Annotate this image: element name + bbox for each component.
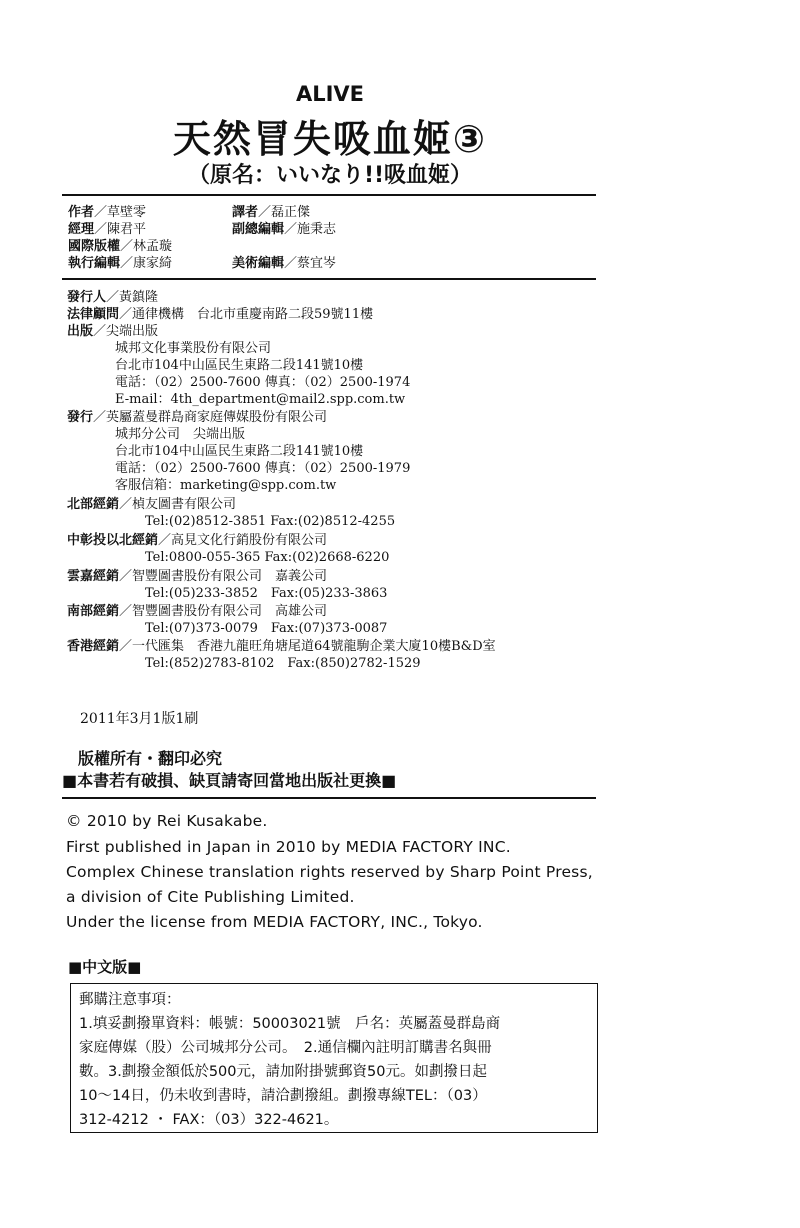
central-distributor: 中彰投以北經銷／高見文化行銷股份有限公司 — [67, 533, 328, 548]
yunjia-distributor: 雲嘉經銷／智豐圖書股份有限公司 嘉義公司 — [67, 569, 328, 584]
publisher-line: 發行人／黃鎮隆 — [67, 290, 159, 305]
credit-manager: 經理／陳君平 — [68, 222, 147, 237]
distributor-detail: 台北市104中山區民生東路二段141號10樓 — [115, 444, 364, 459]
south-distributor: 南部經銷／智豐圖書股份有限公司 高雄公司 — [67, 604, 328, 619]
english-rights-line: a division of Cite Publishing Limited. — [66, 888, 355, 906]
notice-line: 數。3.劃撥金額低於500元，請加附掛號郵資50元。如劃撥日起 — [79, 1064, 487, 1080]
original-title: （原名：いいなり!!吸血姬） — [187, 163, 473, 188]
notice-line: 家庭傳媒（股）公司城邦分公司。 2.通信欄內註明訂購書名與冊 — [79, 1040, 492, 1056]
notice-line: 312-4212 ・ FAX：（03）322-4621。 — [79, 1112, 339, 1128]
publisher-detail: 電話：（02）2500-7600 傳真：（02）2500-1974 — [115, 375, 411, 390]
hk-distributor: 香港經銷／一代匯集 香港九龍旺角塘尾道64號龍駒企業大廈10樓B&D室 — [67, 639, 496, 654]
divider — [62, 194, 596, 196]
divider — [62, 797, 596, 799]
divider — [62, 278, 596, 280]
english-rights-line: Under the license from MEDIA FACTORY, INC., Tokyo. — [66, 913, 483, 931]
notice-title: 郵購注意事項： — [79, 992, 181, 1008]
credit-translator: 譯者／磊正傑 — [232, 205, 311, 220]
yunjia-distributor-contact: Tel:(05)233-3852 Fax:(05)233-3863 — [145, 586, 388, 601]
credit-art-editor: 美術編輯／蔡宜岑 — [232, 256, 337, 271]
hk-distributor-contact: Tel:(852)2783-8102 Fax:(850)2782-1529 — [145, 656, 421, 671]
damage-notice: ■本書若有破損、缺頁請寄回當地出版社更換■ — [62, 771, 397, 790]
legal-line: 法律顧問／通律機構 台北市重慶南路二段59號11樓 — [67, 307, 374, 322]
customer-service-email: 客服信箱：marketing@spp.com.tw — [115, 478, 337, 493]
credit-exec-editor: 執行編輯／康家綺 — [68, 256, 173, 271]
print-date: 2011年3月1版1刷 — [80, 711, 199, 727]
credit-intl-rights: 國際版權／林孟璇 — [68, 239, 173, 254]
north-distributor: 北部經銷／楨友圖書有限公司 — [67, 497, 237, 512]
english-rights-line: First published in Japan in 2010 by MEDIA FACTORY INC. — [66, 838, 511, 856]
series-name: ALIVE — [295, 82, 365, 106]
english-rights-line: © 2010 by Rei Kusakabe. — [66, 812, 268, 830]
publisher-email: E-mail：4th_department@mail2.spp.com.tw — [115, 392, 406, 407]
distributor-detail: 城邦分公司 尖端出版 — [115, 427, 246, 442]
publisher-detail: 台北市104中山區民生東路二段141號10樓 — [115, 358, 364, 373]
english-rights-line: Complex Chinese translation rights reserved by Sharp Point Press, — [66, 863, 593, 881]
distributor-line: 發行／英屬蓋曼群島商家庭傳媒股份有限公司 — [67, 410, 328, 425]
credit-author: 作者／草壁零 — [68, 205, 147, 220]
north-distributor-contact: Tel:(02)8512-3851 Fax:(02)8512-4255 — [145, 514, 396, 529]
book-title: 天然冒失吸血姬③ — [172, 117, 488, 161]
south-distributor-contact: Tel:(07)373-0079 Fax:(07)373-0087 — [145, 621, 388, 636]
mail-order-notice-box — [70, 983, 598, 1133]
notice-line: 1.填妥劃撥單資料：帳號：50003021號 戶名：英屬蓋曼群島商 — [79, 1016, 501, 1032]
notice-line: 10～14日，仍未收到書時，請洽劃撥組。劃撥專線TEL：（03） — [79, 1088, 487, 1104]
publisher-detail: 城邦文化事業股份有限公司 — [115, 341, 272, 356]
central-distributor-contact: Tel:0800-055-365 Fax:(02)2668-6220 — [145, 550, 390, 565]
copyright-notice: 版權所有・翻印必究 — [78, 749, 223, 768]
credit-deputy-editor: 副總編輯／施秉志 — [232, 222, 337, 237]
distributor-detail: 電話：（02）2500-7600 傳真：（02）2500-1979 — [115, 461, 411, 476]
imprint-line: 出版／尖端出版 — [67, 324, 159, 339]
edition-label: ■中文版■ — [68, 958, 142, 976]
